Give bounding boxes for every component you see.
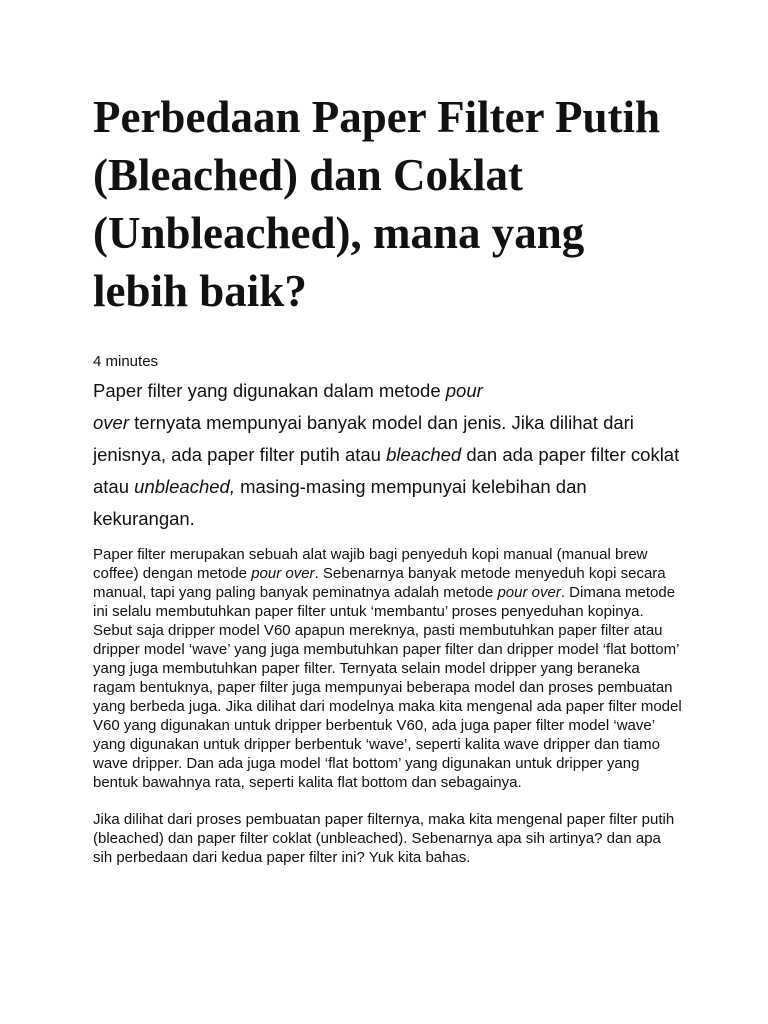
read-time: 4 minutes [93,353,159,370]
lead-text: dan ada paper filter coklat atau [93,444,680,497]
article-title: Perbedaan Paper Filter Putih (Bleached) dan Coklat (Unbleached), mana yang lebih baik? [93,92,661,316]
lead-text: ternyata mempunyai banyak model dan jenis. Jika dilihat dari jenisnya, ada paper filter putih atau [93,412,634,465]
lead-emphasis: pour [445,380,483,401]
body-paragraph-1 [93,545,683,792]
lead-text: Paper filter yang digunakan dalam metode [93,380,446,401]
lead-emphasis: over [93,412,129,433]
body-emphasis: pour over [251,565,315,582]
body-text: . Dimana metode ini selalu membutuhkan paper filter untuk ‘membantu’ proses penyeduhan kopinya. Sebut saja dripper model V60 apapun mereknya, pasti membutuhkan paper filter atau dripper model ‘wave’ yang juga membutuhkan paper filter dan dripper model ‘flat bottom’ yang juga membutuhkan paper filter. Ternyata selain model dripper yang beraneka ragam bentuknya, paper filter juga mempunyai beberapa model dan proses pembuatan yang berbeda juga. Jika dilihat dari modelnya maka kita mengenal ada paper filter model V60 yang digunakan untuk dripper berbentuk V60, ada juga paper filter model ‘wave’ yang digunakan untuk dripper berbentuk ‘wave’, seperti kalita wave dripper dan tiamo wave dripper. Dan ada juga model ‘flat bottom’ yang digunakan untuk dripper yang bentuk bawahnya rata, seperti kalita flat bottom dan sebagainya. [93,584,682,791]
body-paragraph-2: Jika dilihat dari proses pembuatan paper filternya, maka kita mengenal paper filter putih (bleached) dan paper filter coklat (unbleached). Sebenarnya apa sih artinya? dan apa sih perbedaan dari kedua paper filter ini? Yuk kita bahas. [93,811,675,866]
article [93,88,683,867]
body-emphasis: pour over [497,584,561,601]
body-text: . Sebenarnya banyak metode menyeduh kopi secara manual, tapi yang paling banyak peminatnya adalah metode [93,565,666,601]
lead-line-1 [93,375,683,407]
lead-text: masing-masing mempunyai kelebihan dan kekurangan. [93,476,587,529]
lead-emphasis: bleached [386,444,462,465]
lead-paragraph [93,375,683,535]
lead-emphasis: unbleached, [134,476,235,497]
body-text: Paper filter merupakan sebuah alat wajib bagi penyeduh kopi manual (manual brew coffee) dengan metode [93,546,648,582]
